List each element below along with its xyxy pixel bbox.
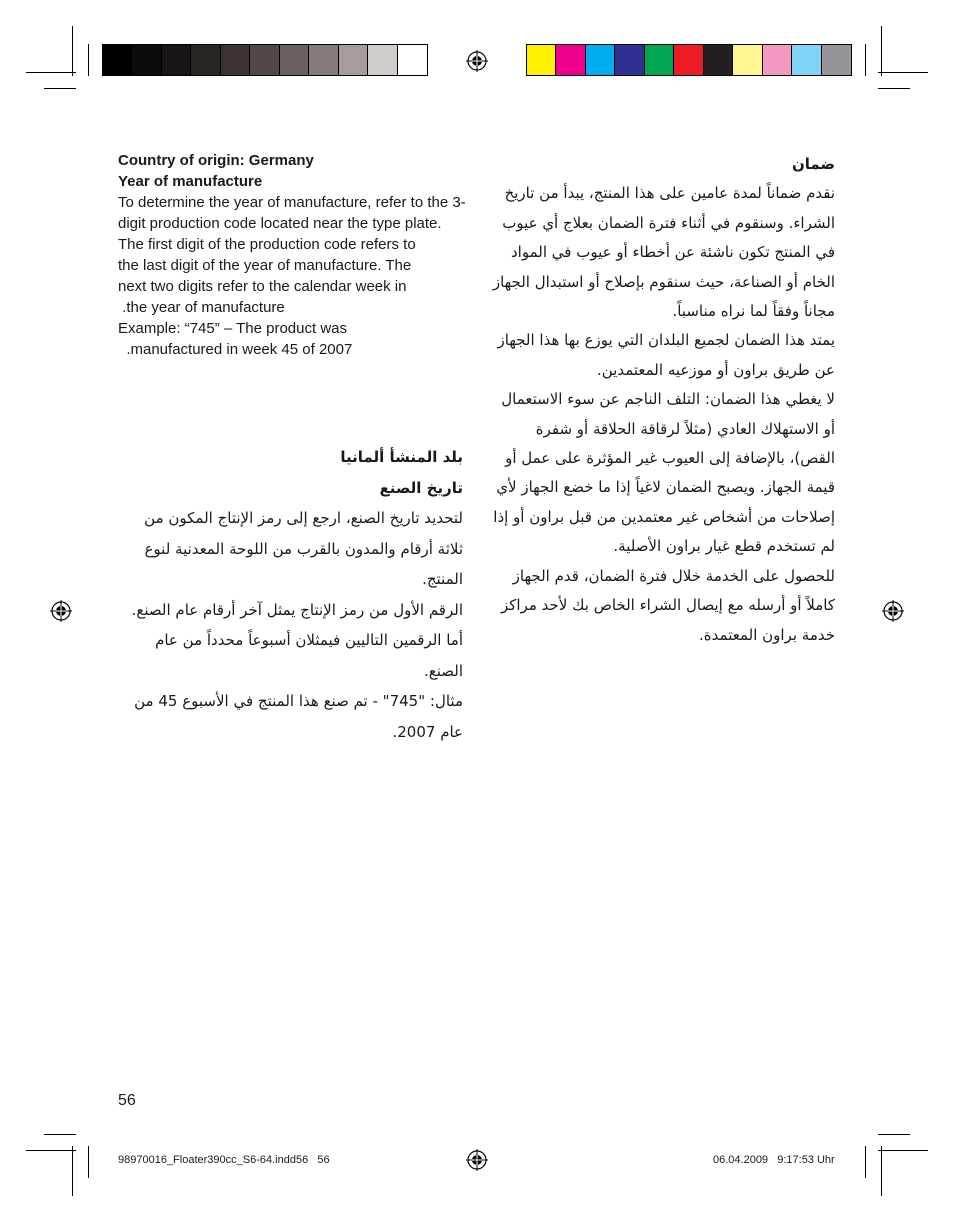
crop-mark [881,1146,882,1196]
print-slug-date: 06.04.2009 9:17:53 Uhr [713,1154,835,1166]
color-swatch [309,45,338,75]
crop-mark [865,44,866,76]
production-code-text-line: the last digit of the year of manufacture. The [118,257,412,274]
example-text-line: Example: “745” – The product was [118,320,348,337]
arabic-production-code-text: الرقم الأول من رمز الإنتاج يمثل آخر أرقام عام الصنع. أما الرقمين التاليين فيمثلان أسبوعاً محدداً من عام الصنع. [131,600,463,680]
color-swatch [704,45,733,75]
crop-mark [865,1146,866,1178]
color-swatch [733,45,762,75]
grayscale-color-bar [102,44,428,76]
warranty-heading: ضمان [792,155,835,173]
crop-mark [26,1150,76,1151]
print-slug-filename: 98970016_Floater390cc_S6-64.indd56 56 [118,1154,330,1166]
year-instruction-text: To determine the year of manufacture, refer to the 3-digit production code located near the type plate. [118,194,466,232]
arabic-example-text: مثال: "745" - تم صنع هذا المنتج في الأسبوع 45 من عام 2007. [134,692,463,741]
example-text-line: .manufactured in week 45 of 2007 [118,341,353,358]
color-swatch [527,45,556,75]
registration-mark-icon [882,600,904,622]
arabic-origin-section [118,442,463,747]
color-swatch [615,45,644,75]
crop-mark [878,1150,928,1151]
color-swatch [674,45,703,75]
color-swatch [792,45,821,75]
arabic-year-heading: تاريخ الصنع [379,478,463,497]
english-info-section [118,150,468,360]
color-swatch [162,45,191,75]
process-color-bar [526,44,852,76]
arabic-country-heading: بلد المنشأ ألمانيا [340,448,463,466]
color-swatch [191,45,220,75]
crop-mark [878,88,910,89]
warranty-paragraph: يمتد هذا الضمان لجميع البلدان التي يوزع بها هذا الجهاز عن طريق براون أو موزعيه المعتمدين. [497,331,835,379]
color-swatch [132,45,161,75]
color-swatch [250,45,279,75]
color-swatch [339,45,368,75]
color-swatch [280,45,309,75]
registration-mark-icon [466,50,488,72]
crop-mark [878,72,928,73]
crop-mark [88,44,89,76]
color-swatch [586,45,615,75]
crop-mark [878,1134,910,1135]
color-swatch [103,45,132,75]
crop-mark [44,88,76,89]
crop-mark [881,26,882,76]
color-swatch [368,45,397,75]
registration-mark-icon [50,600,72,622]
warranty-paragraph: للحصول على الخدمة خلال فترة الضمان، قدم الجهاز كاملاً أو أرسله مع إيصال الشراء الخاص بك لأحد مراكز خدمة براون المعتمدة. [501,566,835,644]
warranty-paragraph: نقدم ضماناً لمدة عامين على هذا المنتج، يبدأ من تاريخ الشراء. وسنقوم في أثناء فترة الضمان بعلاج أي عيوب في المنتج تكون ناشئة عن أخطاء أو عيوب في المواد الخام أو الصناعة، حيث سنقوم بإصلاح أو استبدال الجهاز مجاناً وفقاً لما نراه مناسباً. [492,184,835,321]
color-swatch [763,45,792,75]
page-number: 56 [118,1092,136,1109]
crop-mark [72,26,73,76]
year-of-manufacture-heading: Year of manufacture [118,173,263,190]
color-swatch [221,45,250,75]
country-of-origin-heading: Country of origin: Germany [118,152,314,169]
arabic-warranty-section [490,150,835,650]
production-code-text-line: The first digit of the production code refers to [118,236,416,253]
production-code-text-line: next two digits refer to the calendar week in [118,278,407,295]
crop-mark [72,1146,73,1196]
warranty-paragraph: لا يغطي هذا الضمان: التلف الناجم عن سوء الاستعمال أو الاستهلاك العادي (مثلاً لرقاقة الحلاقة أو شفرة القص)، بالإضافة إلى العيوب غير المؤثرة على عمل أو قيمة الجهاز. ويصبح الضمان لاغياً إذا ما خضع الجهاز لأي إصلاحات من أشخاص غير معتمدين من قبل براون أو إذا لم تستخدم قطع غيار براون الأصلية. [493,390,835,556]
color-swatch [822,45,851,75]
production-code-text-line: .the year of manufacture [118,299,285,316]
crop-mark [26,72,76,73]
color-swatch [556,45,585,75]
crop-mark [44,1134,76,1135]
color-swatch [398,45,427,75]
crop-mark [88,1146,89,1178]
color-swatch [645,45,674,75]
registration-mark-icon [466,1149,488,1171]
arabic-year-instruction-text: لتحديد تاريخ الصنع، ارجع إلى رمز الإنتاج المكون من ثلاثة أرقام والمدون بالقرب من اللوحة المعدنية لنوع المنتج. [144,509,463,588]
